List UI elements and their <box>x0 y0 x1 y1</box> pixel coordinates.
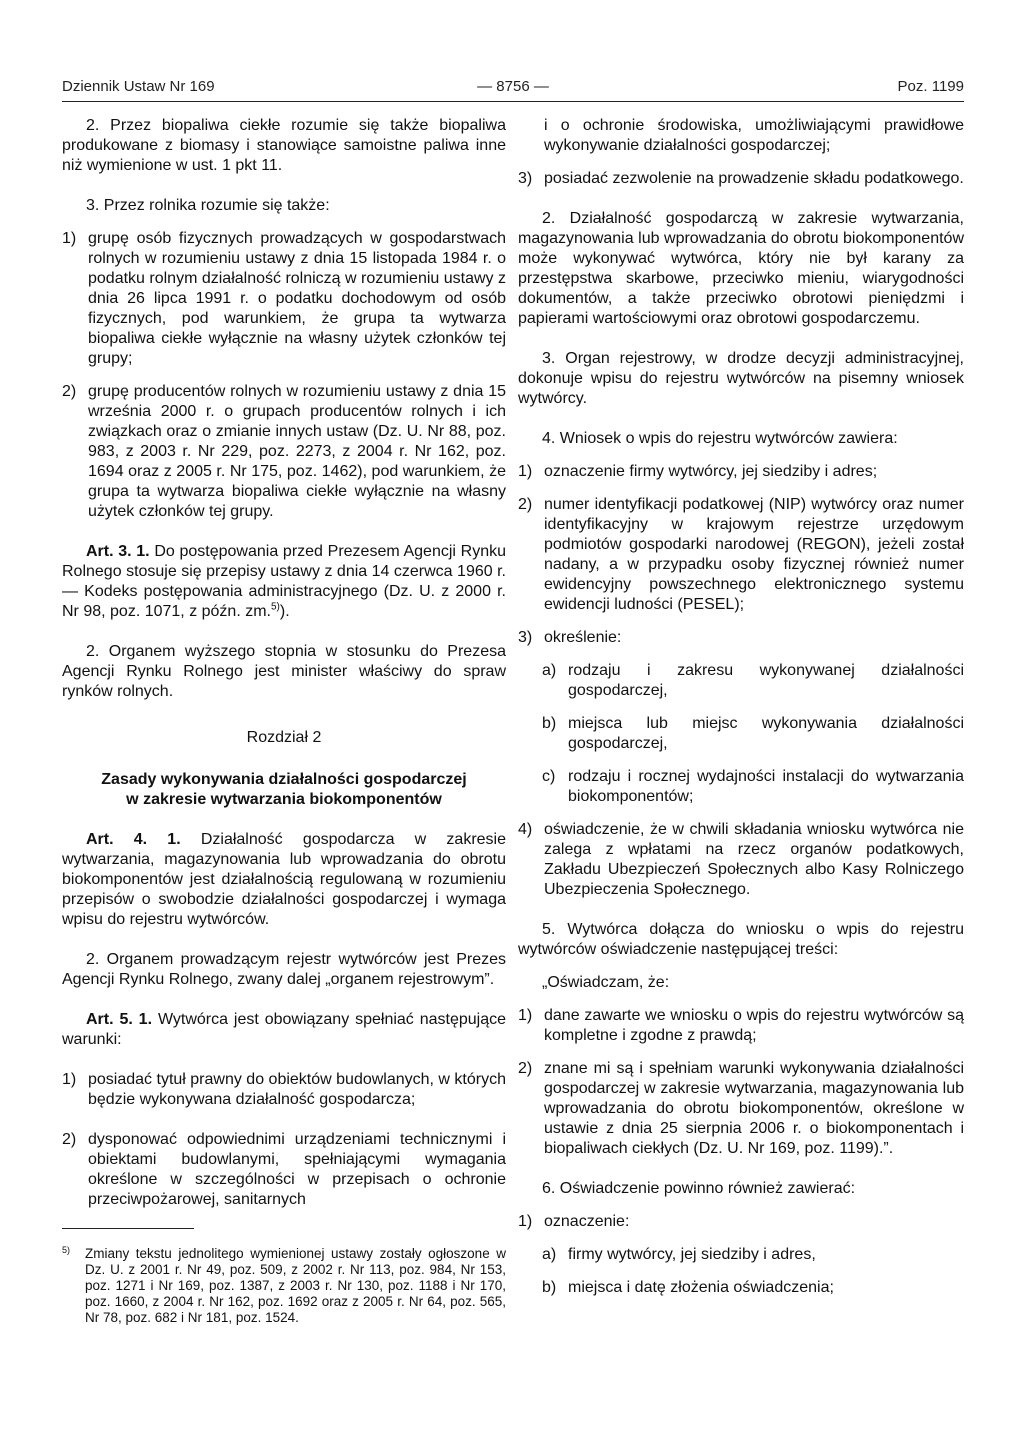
article-3 <box>62 542 506 622</box>
paragraph: 4. Wniosek o wpis do rejestru wytwórców zawiera: <box>542 430 898 447</box>
sub-item-letter: b) <box>542 715 557 732</box>
item-number: 3) <box>518 629 533 646</box>
sub-item-text: rodzaju i zakresu wykonywanej działalności gospodarczej, <box>568 662 964 699</box>
article-text: Wytwórca jest obowiązany spełniać następujące warunki: <box>62 1011 506 1048</box>
item-text: grupę producentów rolnych w rozumieniu ustawy z dnia 15 września 2000 r. o grupach producentów rolnych i ich związkach oraz o zmianie innych ustaw (Dz. U. Nr 88, poz. 983, z 2003 r. Nr 229, poz. 2273, z 2004 r. Nr 162, poz. 1694 oraz z 2005 r. Nr 175, poz. 1462), pod warunkiem, że grupa ta wytwarza biopaliwa ciekłe wyłącznie na własny użytek członków tej grupy. <box>88 383 506 520</box>
header-rule <box>62 101 964 102</box>
sub-item-text: firmy wytwórcy, jej siedziby i adres, <box>568 1246 816 1263</box>
item-text: oświadczenie, że w chwili składania wniosku wytwórca nie zalega z wpłatami na rzecz organów podatkowych, Zakładu Ubezpieczeń Społecznych albo Kasy Rolniczego Ubezpieczenia Społecznego. <box>544 821 964 898</box>
list-item <box>518 1059 964 1159</box>
page-header <box>62 74 964 102</box>
article-heading: Art. 5. 1. <box>86 1011 153 1028</box>
list-item <box>518 495 964 615</box>
item-text: dysponować odpowiednimi urządzeniami technicznymi i obiektami budowlanymi, spełniającymi wymagania określone w szczególności w przepisach o ochronie przeciwpożarowej, sanitarnych <box>88 1131 506 1208</box>
item-number: 1) <box>62 1071 77 1088</box>
list-item <box>518 1212 964 1232</box>
footnote-ref: 5) <box>271 601 280 613</box>
list-item <box>62 1130 506 1210</box>
article-4 <box>62 830 506 930</box>
item-text: oznaczenie firmy wytwórcy, jej siedziby i adres; <box>544 463 878 480</box>
item-number: 1) <box>518 1213 533 1230</box>
article-heading: Art. 4. 1. <box>86 831 181 848</box>
paragraph: 5. Wytwórca dołącza do wniosku o wpis do rejestru wytwórców oświadczenie następującej treści: <box>518 921 964 958</box>
item-number: 1) <box>518 1007 533 1024</box>
paragraph: 3. Organ rejestrowy, w drodze decyzji administracyjnej, dokonuje wpisu do rejestru wytwórców na pisemny wniosek wytwórcy. <box>518 350 964 407</box>
chapter-label: Rozdział 2 <box>246 729 322 746</box>
chapter-title-line: w zakresie wytwarzania biokomponentów <box>126 791 442 808</box>
list-item <box>518 462 964 482</box>
list-item <box>62 1070 506 1110</box>
item-number: 2) <box>62 383 77 400</box>
article-5 <box>62 1010 506 1050</box>
item-text: posiadać tytuł prawny do obiektów budowlanych, w których będzie wykonywana działalność gospodarcza; <box>88 1071 506 1108</box>
sub-item <box>518 1278 964 1298</box>
item-text: numer identyfikacji podatkowej (NIP) wytwórcy oraz numer identyfikacyjny w krajowym rejestrze urzędowym podmiotów gospodarki narodowej (REGON), jeżeli został nadany, a w przypadku osoby fizycznej również numer ewidencyjny powszechnego elektronicznego systemu ewidencji ludności (PESEL); <box>544 496 964 613</box>
page-number: — 8756 — <box>477 78 549 95</box>
item-number: 1) <box>62 230 77 247</box>
paragraph: 2. Organem prowadzącym rejestr wytwórców jest Prezes Agencji Rynku Rolnego, zwany dalej „organem rejestrowym”. <box>62 951 506 988</box>
paragraph: 3. Przez rolnika rozumie się także: <box>86 197 330 214</box>
chapter-title-line: Zasady wykonywania działalności gospodarczej <box>101 771 467 788</box>
item-text: dane zawarte we wniosku o wpis do rejestru wytwórców są kompletne i zgodne z prawdą; <box>544 1007 964 1044</box>
list-item <box>518 820 964 900</box>
sub-item-letter: a) <box>542 662 557 679</box>
list-item <box>518 169 964 189</box>
article-text: Działalność gospodarcza w zakresie wytwarzania, magazynowania lub wprowadzania do obrotu biokomponentów jest działalnością regulowaną w rozumieniu przepisów o swobodzie działalności gospodarczej i wymaga wpisu do rejestru wytwórców. <box>62 831 506 928</box>
list-item <box>518 628 964 648</box>
article-text-end: ). <box>279 603 290 620</box>
footnote-rule <box>62 1228 194 1229</box>
item-number: 4) <box>518 821 533 838</box>
sub-item-text: rodzaju i rocznej wydajności instalacji do wytwarzania biokomponentów; <box>568 768 964 805</box>
item-number: 2) <box>62 1131 77 1148</box>
item-text: grupę osób fizycznych prowadzących w gospodarstwach rolnych w rozumieniu ustawy z dnia 15 listopada 1984 r. o podatku rolnym działalność rolniczą w rozumieniu ustawy z dnia 26 lipca 1991 r. o podatku dochodowym od osób fizycznych, pod warunkiem, że grupa ta wytwarza biopaliwa ciekłe wyłącznie na własny użytek członków tej grupy; <box>88 230 506 367</box>
item-text: znane mi są i spełniam warunki wykonywania działalności gospodarczej w zakresie wytwarzania, magazynowania lub wprowadzania do obrotu biokomponentów, określone w ustawie z dnia 25 sierpnia 2006 r. o biokomponentach i biopaliwach ciekłych (Dz. U. Nr 169, poz. 1199).”. <box>544 1060 964 1157</box>
item-text: określenie: <box>544 629 622 646</box>
list-item <box>518 1006 964 1046</box>
sub-item-letter: c) <box>542 768 556 785</box>
sub-item-text: miejsca i datę złożenia oświadczenia; <box>568 1279 834 1296</box>
article-text: Do postępowania przed Prezesem Agencji Rynku Rolnego stosuje się przepisy ustawy z dnia 14 czerwca 1960 r. — Kodeks postępowania administracyjnego (Dz. U. z 2000 r. Nr 98, poz. 1071, z późn. zm. <box>62 543 506 620</box>
quote-intro: „Oświadczam, że: <box>542 974 670 991</box>
sub-item-text: miejsca lub miejsc wykonywania działalności gospodarczej, <box>568 715 964 752</box>
left-column <box>62 116 506 1210</box>
sub-item <box>518 714 964 754</box>
list-item <box>62 382 506 522</box>
sub-item <box>518 661 964 701</box>
paragraph: 2. Działalność gospodarczą w zakresie wytwarzania, magazynowania lub wprowadzania do obrotu biokomponentów może wykonywać wytwórca, który nie był karany za przestępstwa skarbowe, przeciwko mieniu, wiarygodności dokumentów, a także przeciwko obrotowi pieniędzmi i papierami wartościowymi oraz obrotowi gospodarczemu. <box>518 210 964 327</box>
continued-text: i o ochronie środowiska, umożliwiającymi prawidłowe wykonywanie działalności gospodarczej; <box>544 117 964 154</box>
item-text: posiadać zezwolenie na prowadzenie składu podatkowego. <box>544 170 964 187</box>
journal-title: Dziennik Ustaw Nr 169 <box>62 78 215 95</box>
sub-item <box>518 1245 964 1265</box>
item-number: 1) <box>518 463 533 480</box>
item-number: 3) <box>518 170 533 187</box>
item-number: 2) <box>518 1060 533 1077</box>
paragraph: 6. Oświadczenie powinno również zawierać: <box>542 1180 856 1197</box>
item-text: oznaczenie: <box>544 1213 630 1230</box>
paragraph: 2. Przez biopaliwa ciekłe rozumie się także biopaliwa produkowane z biomasy i stanowiące samoistne paliwa inne niż wymienione w ust. 1 pkt 11. <box>62 117 506 174</box>
paragraph: 2. Organem wyższego stopnia w stosunku do Prezesa Agencji Rynku Rolnego jest minister właściwy do spraw rynków rolnych. <box>62 643 506 700</box>
item-number: 2) <box>518 496 533 513</box>
list-item <box>62 229 506 369</box>
sub-item-letter: a) <box>542 1246 557 1263</box>
sub-item-letter: b) <box>542 1279 557 1296</box>
footnote-text: Zmiany tekstu jednolitego wymienionej ustawy zostały ogłoszone w Dz. U. z 2001 r. Nr 49, poz. 509, z 2002 r. Nr 113, poz. 984, Nr 153, poz. 1271 i Nr 169, poz. 1387, z 2003 r. Nr 130, poz. 1188 i Nr 170, poz. 1660, z 2004 r. Nr 162, poz. 1692 oraz z 2005 r. Nr 64, poz. 565, Nr 78, poz. 682 i Nr 181, poz. 1524. <box>85 1246 506 1325</box>
sub-item <box>518 767 964 807</box>
position-number: Poz. 1199 <box>897 78 964 95</box>
article-heading: Art. 3. 1. <box>86 543 150 560</box>
footnote-mark: 5) <box>62 1245 71 1255</box>
right-column <box>518 116 964 1298</box>
footnote <box>62 1246 506 1326</box>
